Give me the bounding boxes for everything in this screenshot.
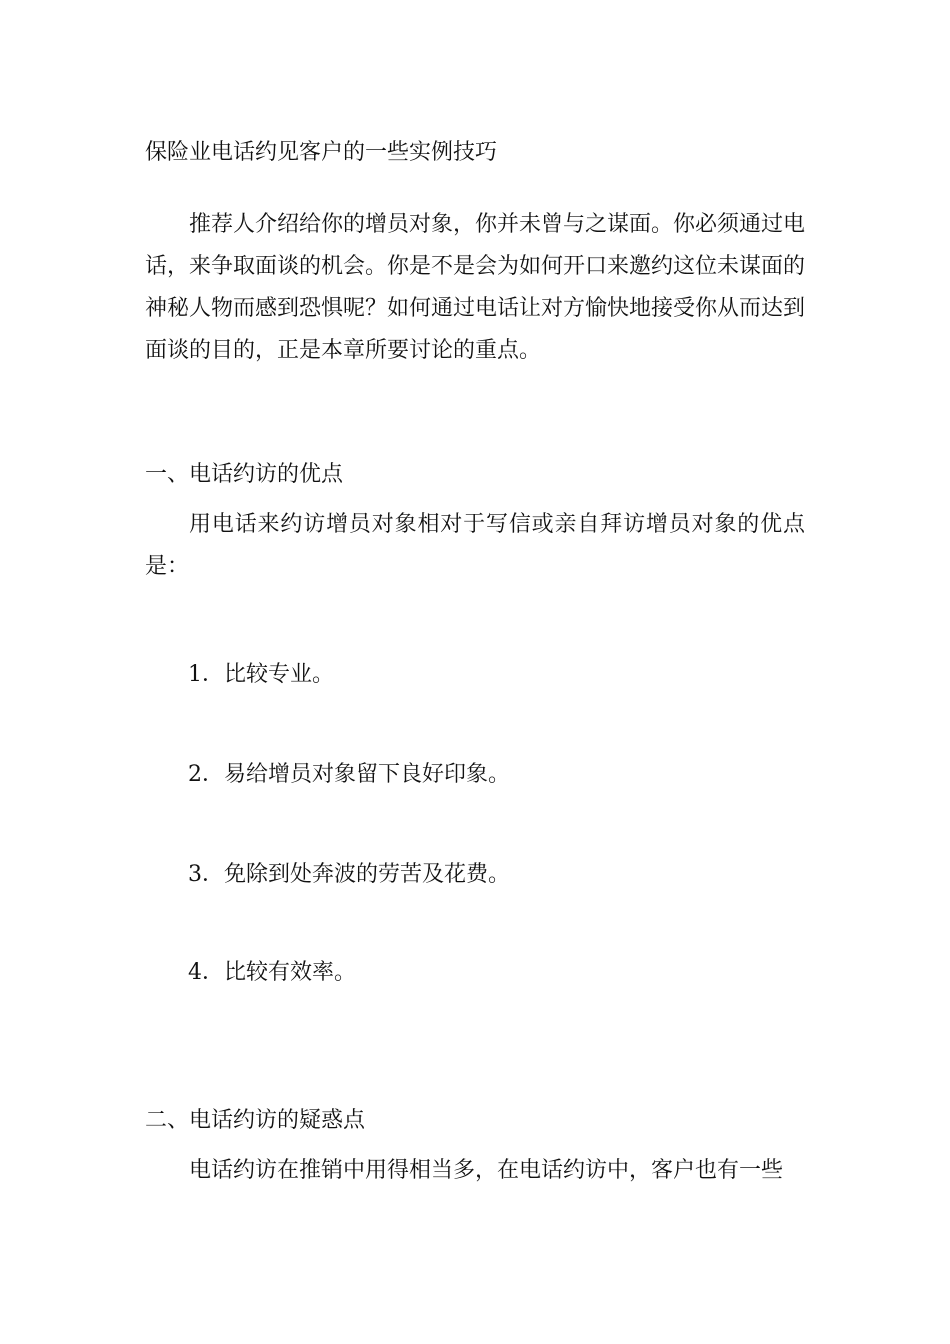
- document-title: 保险业电话约见客户的一些实例技巧: [145, 140, 498, 165]
- list-item: 4．比较有效率。: [188, 960, 356, 985]
- section1-body: 用电话来约访增员对象相对于写信或亲自拜访增员对象的优点是：: [145, 512, 805, 579]
- section1-heading: 一、电话约访的优点: [145, 462, 344, 487]
- list-item: 1．比较专业。: [188, 662, 334, 687]
- list-item: 2．易给增员对象留下良好印象。: [188, 762, 510, 787]
- intro-paragraph: 推荐人介绍给你的增员对象，你并未曾与之谋面。你必须通过电话，来争取面谈的机会。你是不是会为如何开口来邀约这位未谋面的神秘人物而感到恐惧呢？如何通过电话让对方愉快地接受你从而达到面谈的目的，正是本章所要讨论的重点。: [145, 212, 806, 363]
- section2-body: 电话约访在推销中用得相当多，在电话约访中，客户也有一些: [189, 1158, 784, 1183]
- list-item: 3．免除到处奔波的劳苦及花费。: [188, 862, 510, 887]
- section2-heading: 二、电话约访的疑惑点: [145, 1108, 366, 1133]
